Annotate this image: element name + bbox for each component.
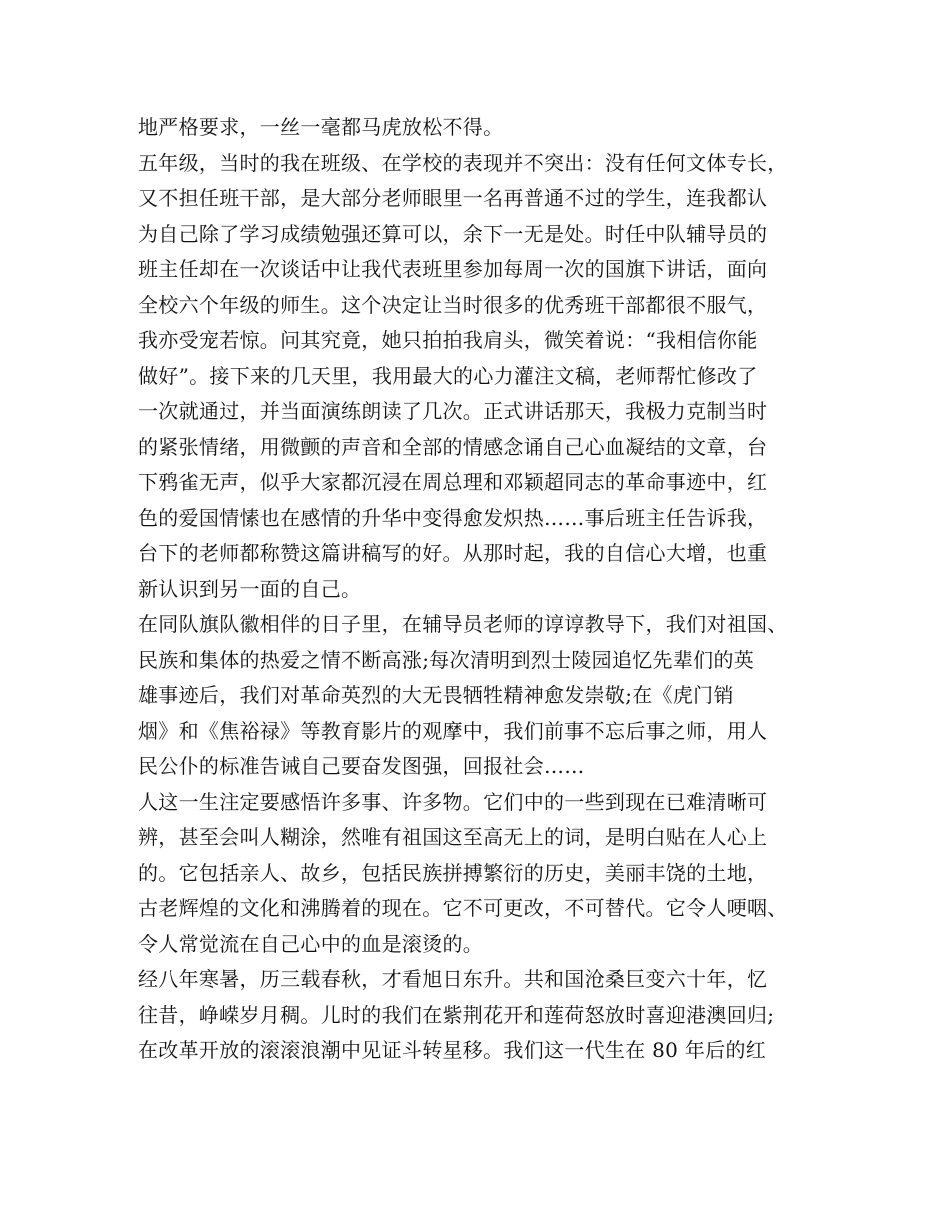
text-line: 古老辉煌的文化和沸腾着的现在。它不可更改，不可替代。它令人哽咽、 xyxy=(138,896,788,920)
text-line: 为自己除了学习成绩勉强还算可以，余下一无是处。时任中队辅导员的 xyxy=(138,221,768,246)
text-line: 五年级，当时的我在班级、在学校的表现并不突出：没有任何文体专长， xyxy=(138,150,788,175)
text-line: 的紧张情绪，用微颤的声音和全部的情感念诵自己心血凝结的文章，台 xyxy=(138,434,768,459)
text-line: 令人常觉流在自己心中的血是滚烫的。 xyxy=(138,931,484,956)
text-line: 我亦受宠若惊。问其究竟，她只拍拍我肩头，微笑着说：“我相信你能 xyxy=(138,328,758,352)
text-line: 新认识到另一面的自己。 xyxy=(138,576,362,601)
text-line: 台下的老师都称赞这篇讲稿写的好。从那时起，我的自信心大增，也重 xyxy=(138,541,768,565)
text-line: 地严格要求，一丝一毫都马虎放松不得。 xyxy=(138,115,504,139)
text-line: 色的爱国情愫也在感情的升华中变得愈发炽热……事后班主任告诉我， xyxy=(138,505,768,530)
text-line: 往昔，峥嵘岁月稠。儿时的我们在紫荆花开和莲荷怒放时喜迎港澳回归; xyxy=(138,1002,775,1027)
text-line: 的。它包括亲人、故乡，包括民族拼搏繁衍的历史，美丽丰饶的土地， xyxy=(138,860,768,885)
text-line: 做好”。接下来的几天里，我用最大的心力灌注文稿，老师帮忙修改了 xyxy=(138,363,758,388)
text-line: 人这一生注定要感悟许多事、许多物。它们中的一些到现在已难清晰可 xyxy=(138,789,768,814)
text-line: 一次就通过，并当面演练朗读了几次。正式讲话那天，我极力克制当时 xyxy=(138,399,768,423)
essay-text xyxy=(138,110,818,1069)
text-line: 民公仆的标准告诫自己要奋发图强，回报社会…… xyxy=(138,754,585,778)
text-line: 又不担任班干部，是大部分老师眼里一名再普通不过的学生，连我都认 xyxy=(138,186,768,210)
text-line: 辨，甚至会叫人糊涂，然唯有祖国这至高无上的词，是明白贴在人心上 xyxy=(138,825,768,849)
text-line: 经八年寒暑，历三载春秋，才看旭日东升。共和国沧桑巨变六十年，忆 xyxy=(138,967,768,991)
text-line: 烟》和《焦裕禄》等教育影片的观摩中，我们前事不忘后事之师，用人 xyxy=(138,718,768,743)
text-line: 在改革开放的滚滚浪潮中见证斗转星移。我们这一代生在 80 年后的红 xyxy=(138,1038,767,1062)
text-line: 全校六个年级的师生。这个决定让当时很多的优秀班干部都很不服气， xyxy=(138,292,768,317)
text-line: 在同队旗队徽相伴的日子里，在辅导员老师的谆谆教导下，我们对祖国、 xyxy=(138,612,788,636)
text-line: 班主任却在一次谈话中让我代表班里参加每周一次的国旗下讲话，面向 xyxy=(138,257,768,281)
text-line: 雄事迹后，我们对革命英烈的大无畏牺牲精神愈发崇敬;在《虎门销 xyxy=(138,683,734,707)
text-line: 下鸦雀无声，似乎大家都沉浸在周总理和邓颖超同志的革命事迹中，红 xyxy=(138,470,768,494)
text-line: 民族和集体的热爱之情不断高涨;每次清明到烈士陵园追忆先辈们的英 xyxy=(138,647,755,672)
